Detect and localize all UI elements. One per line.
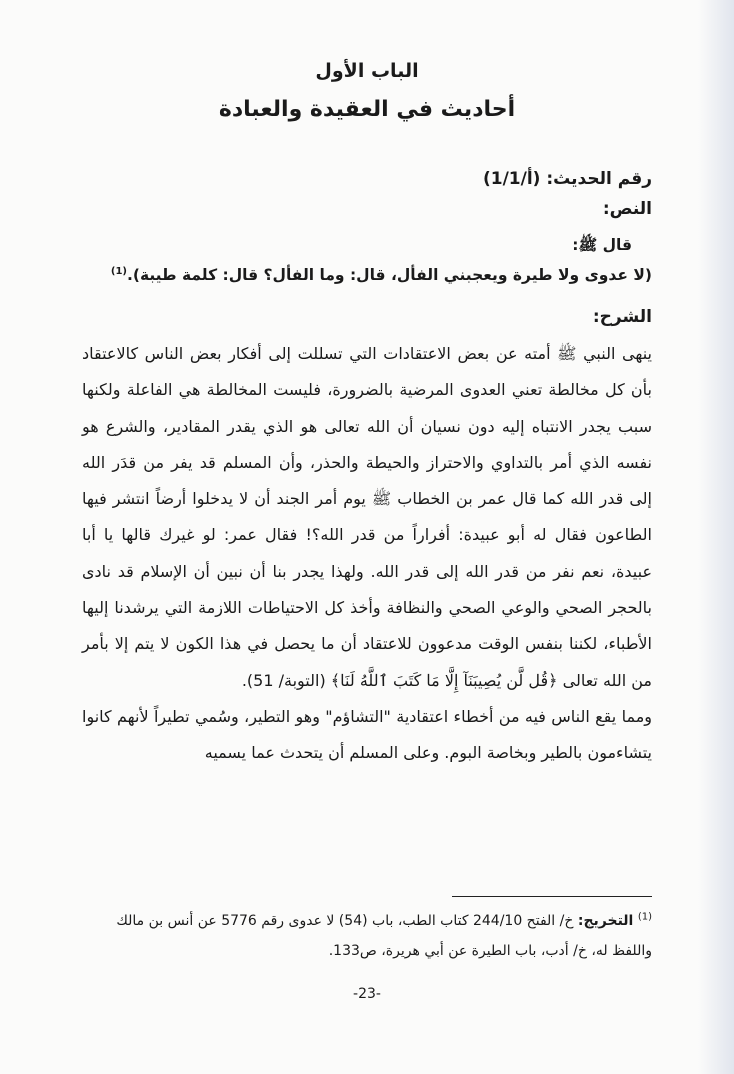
- page-content: [82, 52, 652, 772]
- chapter-title: الباب الأول: [315, 60, 419, 82]
- explanation-paragraph: [82, 336, 652, 699]
- footnote-reference: (1): [110, 265, 127, 277]
- footnote-marker: (1): [637, 911, 652, 923]
- hadith-text-line: [82, 260, 652, 290]
- explanation-body: [82, 336, 652, 772]
- footnote: [82, 906, 652, 966]
- prophet-said: قال ﷺ:: [572, 236, 632, 254]
- footnote-label: التخريج:: [577, 913, 634, 929]
- explanation-label: الشرح:: [592, 307, 652, 327]
- footnote-divider: [452, 896, 652, 897]
- chapter-subtitle: أحاديث في العقيدة والعبادة: [218, 97, 516, 122]
- explanation-paragraph-2: ومما يقع الناس فيه من أخطاء اعتقادية "التشاؤم" وهو التطير، وسُمي تطيراً لأنهم كانوا يتشاءمون بالطير وبخاصة البوم. وعلى المسلم أن يتحدث عما يسميه: [82, 706, 652, 763]
- hadith-number-line: [82, 164, 652, 194]
- footnote-text: خ/ الفتح 244/10 كتاب الطب، باب (54) لا عدوى رقم 5776 عن أنس بن مالك واللفظ له، خ/ أدب، باب الطيرة عن أبي هريرة، ص133.: [116, 913, 652, 959]
- text-section-label: النص:: [602, 199, 652, 219]
- hadith-number-label: رقم الحديث:: [546, 169, 652, 189]
- explanation-paragraph-1: ينهى النبي ﷺ أمته عن بعض الاعتقادات التي تسللت إلى أفكار بعض الناس كالاعتقاد بأن كل مخالطة تعني العدوى المرضية بالضرورة، فليست المخالطة هي الفاعلة ولكنها سبب يجدر الانتباه إليه دون نسيان أن الله تعالى هو الذي يقدر المقادير، والشرع هو نفسه الذي أمر بالتداوي والاحتراز والحيطة والحذر، وأن المسلم قد يفر من قدَر الله إلى قدر الله كما قال عمر بن الخطاب ﷺ يوم أمر الجند أن لا يدخلوا أرضاً انتشر فيها الطاعون فقال له أبو عبيدة: أفراراً من قدر الله؟! فقال عمر: لو غيرك قالها يا أبا عبيدة، نعم نفر من قدر الله إلى قدر الله. ولهذا يجدر بنا أن نبين أن الإسلام قد نادى بالحجر الصحي والوعي الصحي والنظافة وأخذ كل الاحتياطات اللازمة التي يرشدنا إليها الأطباء، لكننا بنفس الوقت مدعوون للاعتقاد أن ما يحصل في هذا الكون لا يتم إلا بأمر من الله تعالى: [82, 344, 652, 690]
- page-number: -23-: [353, 986, 381, 1002]
- quran-reference: (التوبة/ 51).: [241, 670, 326, 690]
- hadith-number-value: (أ/1/1): [482, 169, 541, 189]
- page-edge-shadow: [698, 0, 734, 1074]
- quran-verse: ﴿قُل لَّن يُصِيبَنَآ إِلَّا مَا كَتَبَ ٱللَّهُ لَنَا﴾: [330, 670, 558, 690]
- hadith-text: (لا عدوى ولا طيرة ويعجبني الفأل، قال: وما الفأل؟ قال: كلمة طيبة).: [126, 266, 652, 284]
